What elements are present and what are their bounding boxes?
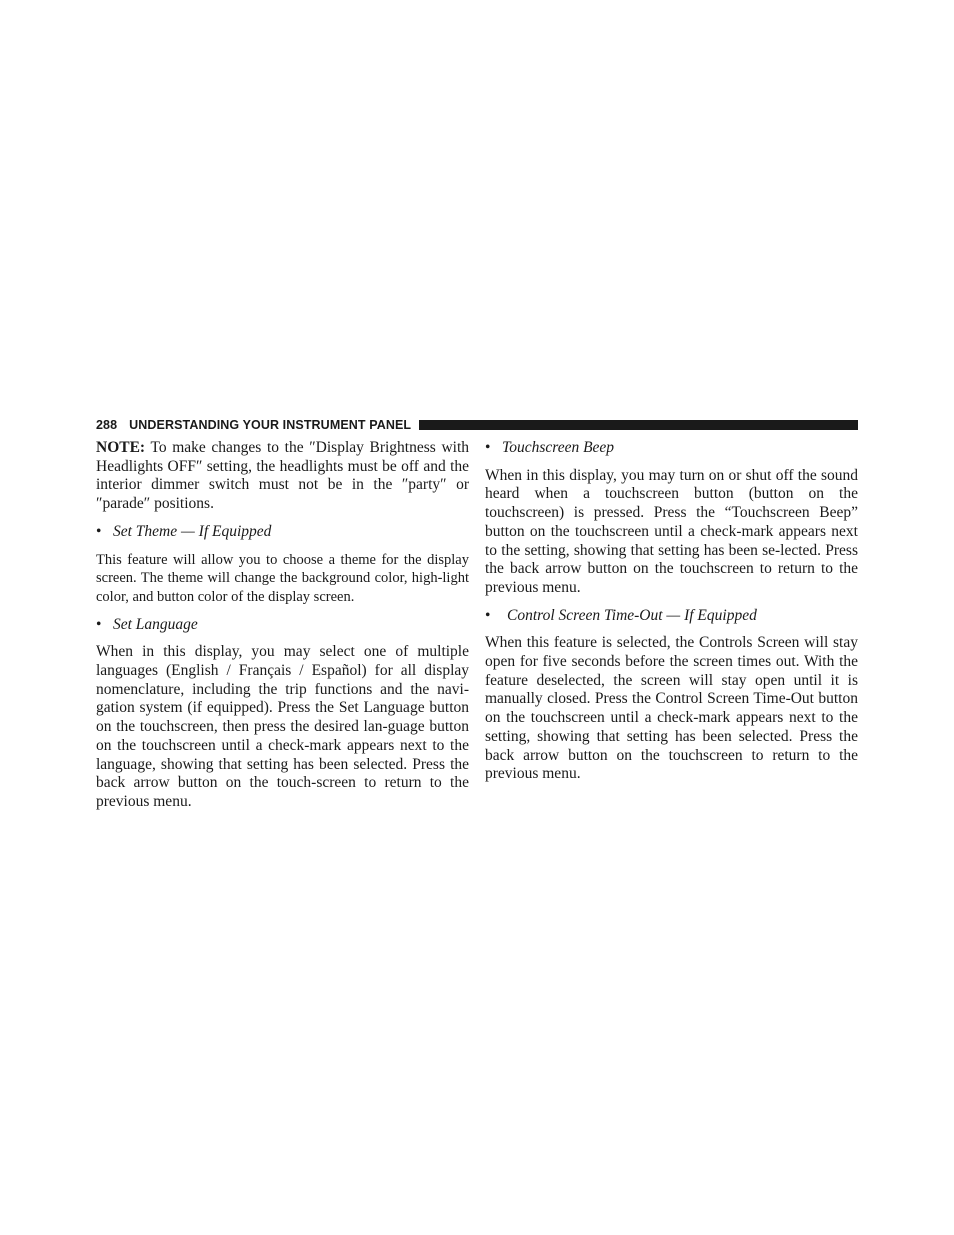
note-text: To make changes to the ″Display Brightness with Headlights OFF″ setting, the headlights must be off and the interior dimmer switch must not be in the ″party″ or ″parade″ positions.	[96, 439, 469, 513]
page-header	[96, 417, 858, 433]
touchscreen-beep-heading: • Touchscreen Beep	[485, 439, 615, 456]
right-column	[485, 439, 858, 793]
note-paragraph	[96, 439, 469, 514]
bullet-icon: •	[485, 439, 491, 456]
note-label: NOTE:	[96, 439, 146, 456]
bullet-icon: •	[96, 615, 102, 633]
control-timeout-heading: • Control Screen Time-Out — If Equipped	[485, 606, 757, 624]
page-number: 288	[96, 418, 118, 432]
section-title: UNDERSTANDING YOUR INSTRUMENT PANEL	[129, 418, 412, 432]
bullet-icon: •	[485, 606, 491, 624]
header-rule	[419, 420, 858, 430]
left-column	[96, 439, 469, 821]
bullet-icon: •	[96, 522, 102, 540]
control-timeout-text: When this feature is selected, the Controls Screen will stay open for five seconds before the screen times out. With the feature deselected, the screen will stay open until it is manually closed. Press the Control Screen Time-Out button on the touchscreen until a check-mark appears next to the setting, showing that setting has been selected. Press the back arrow button on the touchscreen to return to the previous menu.	[485, 634, 858, 783]
set-language-text: When in this display, you may select one of multiple languages (English / Français / Español) for all display nomenclature, including the trip functions and the navi-gation system (if equipped). Press the Set Language button on the touchscreen, then press the desired lan-guage button on the touchscreen until a check-mark appears next to the language, showing that setting has been selected. Press the back arrow button on the touch-screen to return to the previous menu.	[96, 643, 469, 810]
set-theme-heading: • Set Theme — If Equipped	[96, 522, 272, 540]
set-theme-text: This feature will allow you to choose a theme for the display screen. The theme will change the background color, high-light color, and button color of the display screen.	[96, 551, 469, 605]
touchscreen-beep-text: When in this display, you may turn on or shut off the sound heard when a touchscreen button (button on the touchscreen) is pressed. Press the “Touchscreen Beep” button on the touchscreen until a check-mark appears next to the setting, showing that setting has been se-lected. Press the back arrow button on the touchscreen to return to the previous menu.	[485, 466, 858, 596]
set-language-heading: • Set Language	[96, 615, 198, 633]
